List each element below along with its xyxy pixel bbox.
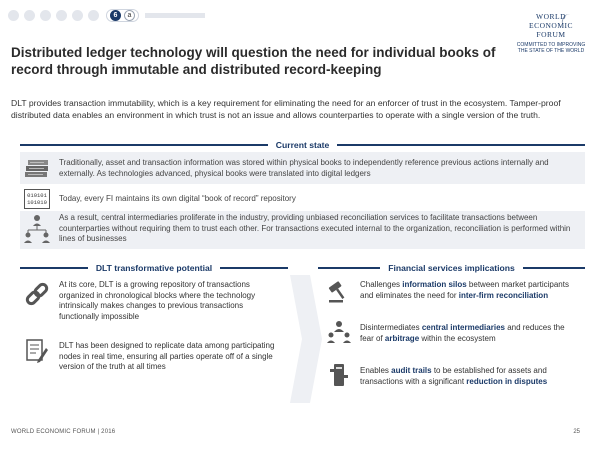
logo-tagline: COMMITTED TO IMPROVING THE STATE OF THE WORLD xyxy=(516,42,586,54)
fs-implication-text-2 xyxy=(360,323,580,344)
fs-text-1-bold: inter-firm reconciliation xyxy=(458,290,549,300)
current-state-text-1: Traditionally, asset and transaction information was stored within physical books to independently reference previous actions internally and externally. As technologies advanced, physical books were translated into digital ledgers xyxy=(59,158,549,178)
current-state-text-2: Today, every FI maintains its own digital “book of record” repository xyxy=(59,194,296,203)
fs-text-1-part: between market participants and eliminates the need for xyxy=(360,280,569,300)
logo-line-3: FORUM xyxy=(536,30,566,39)
progress-dot[interactable] xyxy=(72,10,83,21)
intro-paragraph: DLT provides transaction immutability, which is a key requirement for eliminating the need for an enforcer of trust in the ecosystem. Tamper-proof distributed data enables an environment in which trust is not an issue and allows counterparties to operate with a single version of the truth. xyxy=(11,98,561,120)
fs-text-3-part: Enables xyxy=(360,366,392,375)
gavel-icon xyxy=(326,281,350,303)
current-subsection-letter: a xyxy=(124,10,135,21)
progress-dot[interactable] xyxy=(40,10,51,21)
divider xyxy=(20,267,88,269)
fs-text-1-part: Challenges xyxy=(360,280,403,289)
binary-line-1: 010101 xyxy=(27,192,47,199)
network-hierarchy-icon xyxy=(24,214,50,244)
progress-dot[interactable] xyxy=(8,10,19,21)
fs-text-2-bold: central intermediaries xyxy=(421,323,505,332)
dlt-potential-heading: DLT transformative potential xyxy=(95,263,213,273)
logo-line-1: WORLD xyxy=(536,12,566,21)
divider xyxy=(220,267,288,269)
dlt-potential-text-1: At its core, DLT is a growing repository of transactions organized in chronological blocks where the technology intrinsically makes changes to previous transactions functionally impossible xyxy=(59,280,256,321)
dlt-potential-header xyxy=(20,263,288,273)
fs-text-2-part: Disintermediates xyxy=(360,323,422,332)
current-state-heading: Current state xyxy=(275,140,330,150)
progress-trail xyxy=(145,13,205,18)
progress-navigation xyxy=(8,9,205,22)
divider xyxy=(318,267,380,269)
dlt-potential-text-2: DLT has been designed to replicate data among participating nodes in real time, ensuring all parties operate off of a single version of the truth at all times xyxy=(59,341,275,371)
fs-text-1-bold: information silos xyxy=(402,280,467,289)
current-section-indicator[interactable] xyxy=(106,9,139,22)
fs-implications-header xyxy=(318,263,585,273)
fs-implication-text-1 xyxy=(360,280,580,301)
fs-text-2-part: within the ecosystem xyxy=(419,333,496,343)
fs-text-3-part: to be established for assets and transactions with a significant xyxy=(360,366,547,386)
binary-data-icon xyxy=(24,189,50,209)
binary-line-2: 101010 xyxy=(27,199,47,206)
logo-line-2: ECONOMIC xyxy=(528,21,573,30)
footer-text: WORLD ECONOMIC FORUM | 2016 xyxy=(11,429,116,435)
fs-implications-heading: Financial services implications xyxy=(388,263,515,273)
current-section-number: 6 xyxy=(110,10,121,21)
intermediary-people-icon xyxy=(327,320,351,344)
transition-arrow-icon xyxy=(288,273,324,405)
divider xyxy=(337,144,585,146)
page-number: 25 xyxy=(573,429,580,435)
chain-link-icon xyxy=(24,281,50,307)
fs-implication-text-3 xyxy=(360,366,580,387)
page-title: Distributed ledger technology will question the need for individual books of record through immutable and distributed record-keeping xyxy=(11,45,496,77)
divider xyxy=(523,267,585,269)
fs-text-2-part: and reduces the fear of xyxy=(360,323,565,343)
progress-dot[interactable] xyxy=(24,10,35,21)
fs-text-3-bold: audit trails xyxy=(391,366,432,375)
audit-trail-icon xyxy=(328,363,350,387)
progress-dot[interactable] xyxy=(56,10,67,21)
fs-text-3-bold: reduction in disputes xyxy=(466,376,548,386)
progress-dot[interactable] xyxy=(88,10,99,21)
wef-logo xyxy=(516,12,586,54)
fs-text-2-bold: arbitrage xyxy=(384,333,420,343)
current-state-header xyxy=(20,140,585,150)
document-pen-icon xyxy=(25,338,49,364)
ledger-books-icon xyxy=(24,156,50,178)
divider xyxy=(20,144,268,146)
current-state-text-3: As a result, central intermediaries proliferate in the industry, providing unbiased reconciliation services to facilitate transactions between counterparties without requiring them to trust each other. For transactions executed internal to the organization, reconciliation is performed within lines of businesses xyxy=(59,213,571,243)
